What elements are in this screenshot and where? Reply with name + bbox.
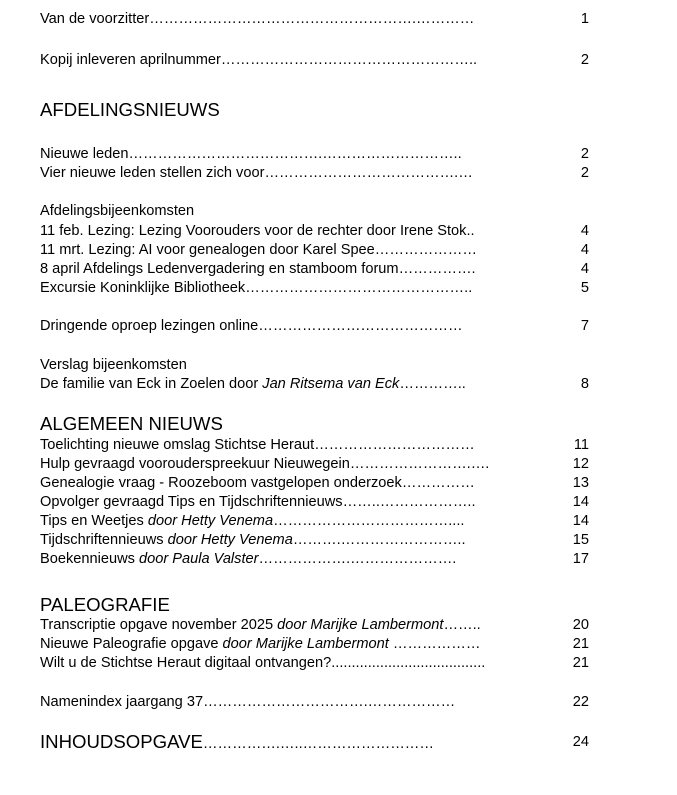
toc-entry-title: Tijdschriftennieuws — [40, 532, 168, 548]
toc-entry-tijdschriften[interactable] — [40, 531, 466, 549]
subsection-label-bijeenkomsten: Afdelingsbijeenkomsten — [40, 203, 195, 219]
toc-entry-author: door Hetty Venema — [147, 513, 274, 529]
section-heading-paleografie: PALEOGRAFIE — [40, 594, 170, 615]
toc-page-number: 20 — [572, 617, 589, 633]
toc-entry-transcriptie[interactable] — [40, 616, 481, 634]
toc-entry-author: door Marijke Lambermont — [277, 617, 444, 633]
toc-page-number: 1 — [580, 11, 589, 27]
toc-entry-author: door Hetty Venema — [167, 532, 293, 548]
toc-leader-dots: …………………………….……………… — [203, 694, 456, 710]
toc-leader-dots: ………………………………….… — [264, 165, 473, 181]
toc-page-number: 11 — [573, 437, 589, 453]
toc-page-number: 2 — [580, 52, 589, 68]
toc-leader-dots: ...................................... — [331, 655, 486, 671]
toc-leader-dots: …………………….…. — [349, 456, 490, 472]
toc-entry-lezing-feb[interactable] — [40, 222, 475, 240]
toc-entry-van-eck[interactable] — [40, 375, 466, 393]
toc-page-number: 22 — [572, 694, 589, 710]
toc-page-number: 4 — [580, 223, 589, 239]
toc-page-number: 5 — [580, 280, 589, 296]
toc-leader-dots: ……………… — [388, 636, 481, 652]
toc-entry-april[interactable] — [40, 260, 476, 278]
toc-entry-boeken[interactable] — [40, 550, 456, 568]
toc-page-number: 13 — [572, 475, 589, 491]
toc-leader-dots: ……….…………………….. — [292, 532, 466, 548]
toc-leader-dots: …….. — [443, 617, 481, 633]
toc-entry-title: De familie van Eck in Zoelen door — [40, 376, 263, 392]
toc-leader-dots: ………………… — [374, 242, 477, 258]
toc-entry-inhoudsopgave[interactable] — [40, 731, 434, 755]
toc-page-number: 2 — [580, 146, 589, 162]
toc-leader-dots: ……..……………….. — [342, 494, 476, 510]
subsection-label-verslag: Verslag bijeenkomsten — [40, 357, 187, 373]
toc-entry-title: Tips en Weetjes — [40, 513, 148, 529]
toc-entry-author: door Paula Valster — [138, 551, 259, 567]
toc-entry-genealogie[interactable] — [40, 474, 475, 492]
toc-entry-author: Jan Ritsema van Eck — [262, 376, 400, 392]
toc-entry-title: 11 mrt. Lezing: AI voor genealogen door Karel Spee — [40, 242, 375, 258]
toc-entry-title: INHOUDSOPGAVE — [40, 731, 203, 752]
toc-entry-title: Namenindex jaargang 37 — [40, 694, 204, 710]
toc-page-number: 7 — [580, 318, 589, 334]
toc-entry-namenindex[interactable] — [40, 693, 455, 711]
toc-entry-title: Excursie Koninklijke Bibliotheek — [40, 280, 246, 296]
toc-page-number: 8 — [580, 376, 589, 392]
toc-entry-title: Vier nieuwe leden stellen zich voor — [40, 165, 265, 181]
toc-page-number: 24 — [572, 734, 589, 750]
toc-entry-omslag[interactable] — [40, 436, 475, 454]
toc-page-number: 4 — [580, 242, 589, 258]
toc-leader-dots: …………….…..……………………… — [202, 736, 434, 752]
toc-entry-title: Transcriptie opgave november 2025 — [40, 617, 278, 633]
toc-page-number: 2 — [580, 165, 589, 181]
toc-page-number: 12 — [572, 456, 589, 472]
toc-entry-excursie[interactable] — [40, 279, 472, 297]
toc-entry-title: Opvolger gevraagd Tips en Tijdschriftennieuws — [40, 494, 343, 510]
toc-entry-title: Boekennieuws — [40, 551, 139, 567]
toc-leader-dots: …………………………………………….. — [220, 52, 478, 68]
toc-leader-dots: …………… — [401, 475, 475, 491]
toc-leader-dots: ………………………………….……………………….. — [128, 146, 462, 162]
toc-entry-lezing-mrt[interactable] — [40, 241, 477, 259]
toc-leader-dots: ……………. — [398, 261, 476, 277]
toc-page-number: 15 — [572, 532, 589, 548]
toc-entry-title: Dringende oproep lezingen online — [40, 318, 259, 334]
toc-entry-title: Kopij inleveren aprilnummer — [40, 52, 221, 68]
toc-entry-vier-leden[interactable] — [40, 164, 473, 182]
toc-entry-title: 11 feb. Lezing: Lezing Voorouders voor de rechter door Irene Stok.. — [40, 223, 475, 239]
toc-entry-opvolger[interactable] — [40, 493, 476, 511]
toc-page-number: 4 — [580, 261, 589, 277]
section-heading-afdelingsnieuws: AFDELINGSNIEUWS — [40, 99, 220, 120]
toc-leader-dots: …………………………… — [314, 437, 475, 453]
toc-entry-tips[interactable] — [40, 512, 464, 530]
toc-entry-title: 8 april Afdelings Ledenvergadering en stamboom forum — [40, 261, 399, 277]
toc-entry-title: Van de voorzitter — [40, 11, 150, 27]
toc-leader-dots: …………………………………… — [258, 318, 463, 334]
toc-entry-title: Wilt u de Stichtse Heraut digitaal ontvangen? — [40, 655, 332, 671]
toc-entry-title: Hulp gevraagd voorouderspreekuur Nieuwegein — [40, 456, 350, 472]
toc-leader-dots: ……………………………….... — [273, 513, 465, 529]
toc-leader-dots: ……………………………………………….………… — [149, 11, 475, 27]
toc-page-number: 21 — [572, 655, 589, 671]
toc-page-number: 14 — [572, 494, 589, 510]
section-heading-algemeen-nieuws: ALGEMEEN NIEUWS — [40, 413, 223, 434]
toc-entry-title: Nieuwe leden — [40, 146, 129, 162]
toc-page-number: 14 — [572, 513, 589, 529]
toc-entry-oproep[interactable] — [40, 317, 463, 335]
toc-entry-title: Toelichting nieuwe omslag Stichtse Heraut — [40, 437, 315, 453]
toc-page-number: 21 — [572, 636, 589, 652]
toc-page-number: 17 — [572, 551, 589, 567]
toc-entry-title: Nieuwe Paleografie opgave — [40, 636, 223, 652]
toc-leader-dots: ……………….…………………. — [258, 551, 457, 567]
toc-leader-dots: ………….. — [399, 376, 466, 392]
toc-entry-title: Genealogie vraag - Roozeboom vastgelopen onderzoek — [40, 475, 402, 491]
toc-entry-author: door Marijke Lambermont — [222, 636, 389, 652]
toc-entry-voorzitter[interactable] — [40, 10, 474, 28]
toc-leader-dots: ……………………………………….. — [245, 280, 473, 296]
toc-entry-digitaal[interactable] — [40, 654, 485, 672]
toc-entry-nieuwe-leden[interactable] — [40, 145, 462, 163]
toc-entry-hulp[interactable] — [40, 455, 489, 473]
toc-entry-kopij[interactable] — [40, 51, 477, 69]
toc-entry-nieuwe-paleografie[interactable] — [40, 635, 480, 653]
